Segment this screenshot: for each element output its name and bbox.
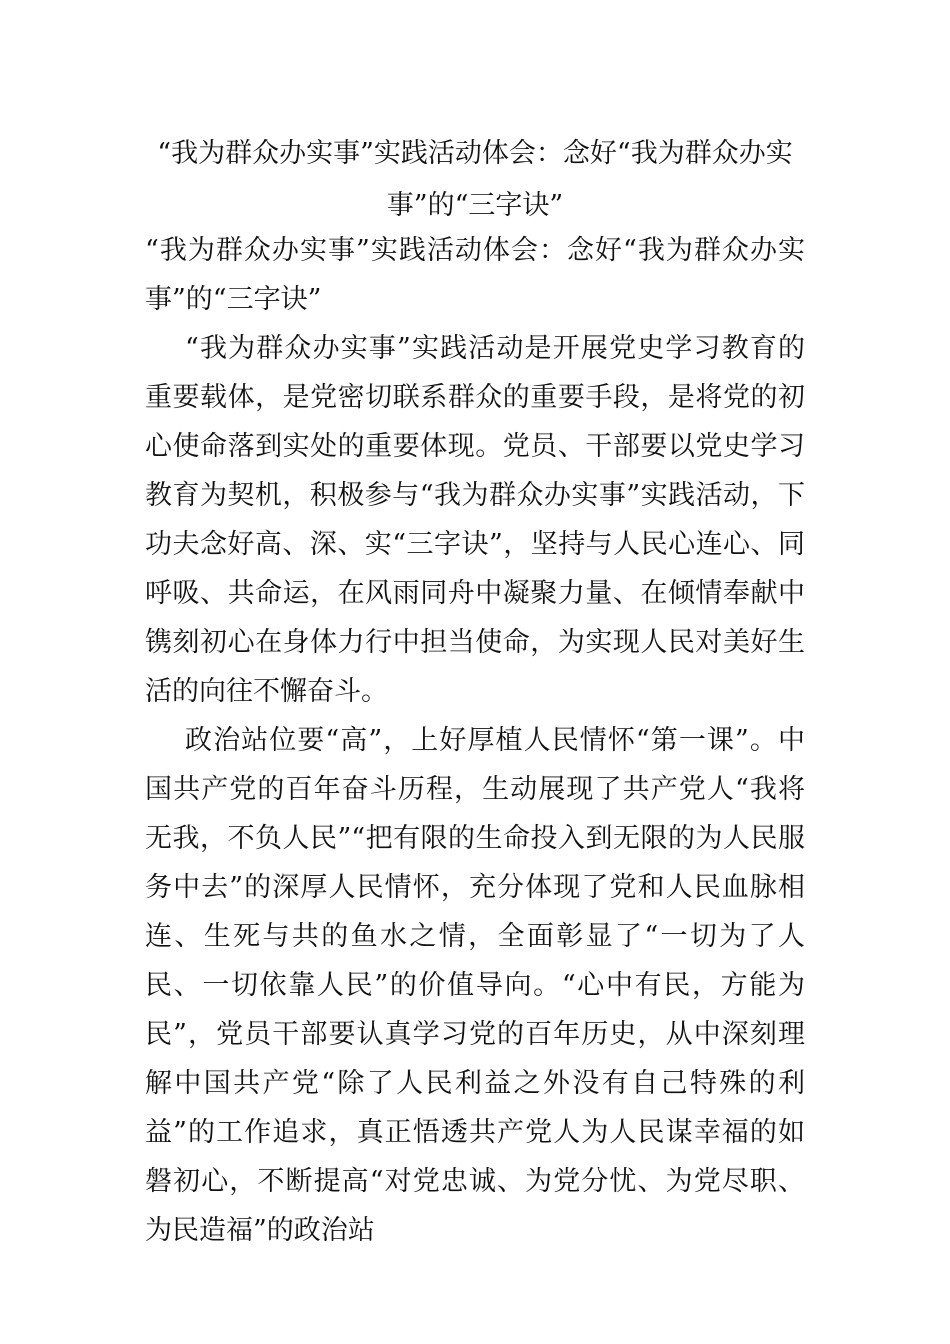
body-paragraph-1: “我为群众办实事”实践活动是开展党史学习教育的重要载体，是党密切联系群众的重要手段，是将党的初心使命落到实处的重要体现。党员、干部要以党史学习教育为契机，积极参与“我为群众办实事”实践活动，下功夫念好高、深、实“三字诀”，坚持与人民心连心、同呼吸、共命运，在风雨同舟中凝聚力量、在倾情奉献中镌刻初心在身体力行中担当使命，为实现人民对美好生活的向往不懈奋斗。 xyxy=(145,333,805,707)
document-subtitle: “我为群众办实事”实践活动体会：念好“我为群众办实事”的“三字诀” xyxy=(145,235,805,315)
document-body xyxy=(145,226,805,1255)
document-title: “我为群众办实事”实践活动体会：念好“我为群众办实事”的“三字诀” xyxy=(157,138,793,221)
body-paragraph-2: 政治站位要“高”，上好厚植人民情怀“第一课”。中国共产党的百年奋斗历程，生动展现了共产党人“我将无我，不负人民”“把有限的生命投入到无限的为人民服务中去”的深厚人民情怀，充分体现了党和人民血脉相连、生死与共的鱼水之情，全面彰显了“一切为了人民、一切依靠人民”的价值导向。“心中有民，方能为民”，党员干部要认真学习党的百年历史，从中深刻理解中国共产党“除了人民利益之外没有自己特殊的利益”的工作追求，真正悟透共产党人为人民谋幸福的如磐初心，不断提高“对党忠诚、为党分忧、为党尽职、为民造福”的政治站 xyxy=(145,725,805,1246)
